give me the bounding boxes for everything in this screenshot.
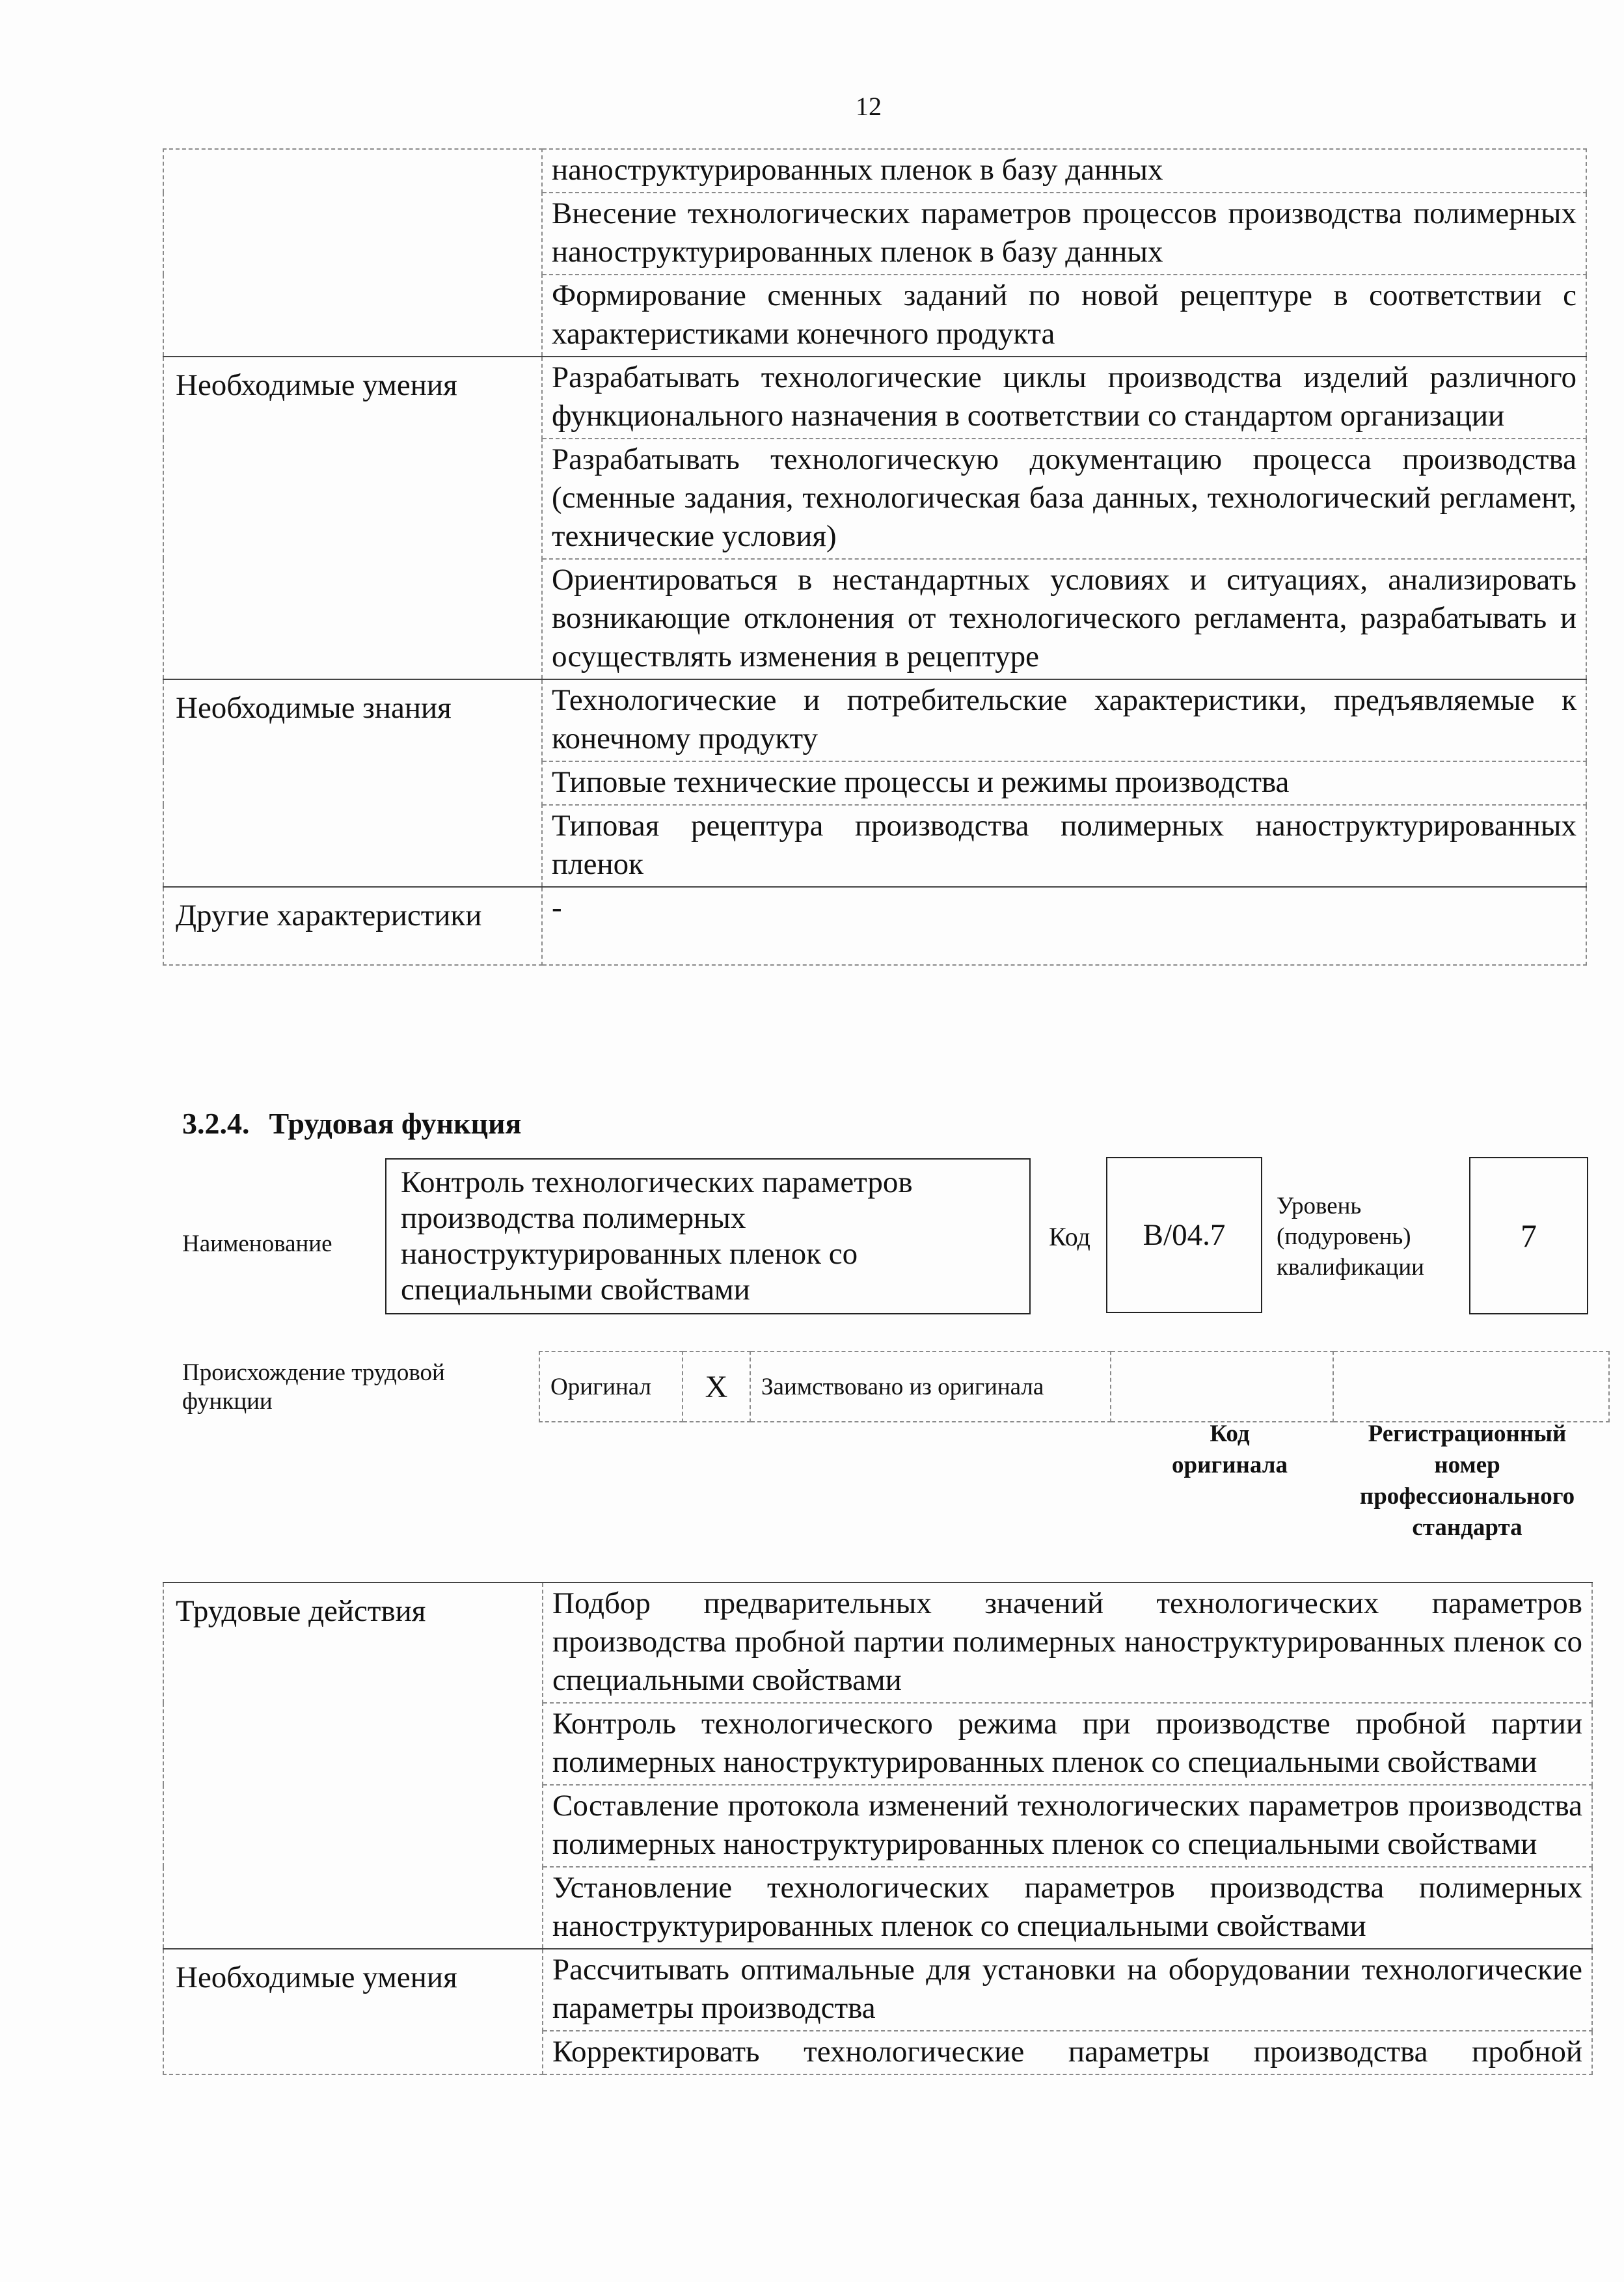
table-cell: Типовые технические процессы и режимы производства	[542, 761, 1586, 805]
function-name-box: Контроль технологических параметров производства полимерных наноструктурированных пленок со специальными свойствами	[385, 1158, 1031, 1314]
level-label-line: (подуровень)	[1277, 1223, 1411, 1250]
origin-code-caption	[1158, 1419, 1301, 1481]
labor-actions-table	[163, 1582, 1593, 2075]
table-cell: Составление протокола изменений технологических параметров производства полимерных наноструктурированных пленок со специальными свойствами	[543, 1785, 1592, 1867]
top-requirements-table	[163, 148, 1587, 966]
table-row	[163, 1949, 1592, 2031]
table-row	[539, 1352, 1609, 1422]
caption-line: стандарта	[1412, 1514, 1522, 1541]
table-cell: Подбор предварительных значений технологических параметров производства пробной партии полимерных наноструктурированных пленок со специальными свойствами	[543, 1582, 1592, 1703]
table-cell: наноструктурированных пленок в базу данных	[542, 149, 1586, 193]
origin-table	[539, 1351, 1610, 1422]
table-cell: Ориентироваться в нестандартных условиях и ситуациях, анализировать возникающие отклонения от технологического регламента, разрабатывать и осуществлять изменения в рецептуре	[542, 559, 1586, 679]
row-label-knowledge: Необходимые знания	[163, 679, 542, 887]
origin-label	[182, 1359, 445, 1416]
origin-code-cell	[1111, 1352, 1333, 1422]
table-cell: Рассчитывать оптимальные для установки на оборудовании технологические параметры производства	[543, 1949, 1592, 2031]
registration-caption	[1331, 1419, 1604, 1543]
borrowed-label: Заимствовано из оригинала	[750, 1352, 1111, 1422]
code-label: Код	[1049, 1222, 1090, 1251]
table-cell: Типовая рецептура производства полимерных наноструктурированных пленок	[542, 805, 1586, 887]
caption-line: профессионального	[1359, 1483, 1575, 1510]
table-row	[163, 357, 1586, 439]
original-label: Оригинал	[539, 1352, 683, 1422]
caption-line: оригинала	[1172, 1452, 1288, 1478]
table-cell: Технологические и потребительские характеристики, предъявляемые к конечному продукту	[542, 679, 1586, 761]
caption-line: Код	[1210, 1420, 1250, 1447]
table-row	[163, 149, 1586, 193]
table-row	[163, 1582, 1592, 1703]
row-label-empty	[163, 149, 542, 357]
table-cell: -	[542, 887, 1586, 965]
section-title: Трудовая функция	[269, 1107, 522, 1140]
caption-line: номер	[1434, 1452, 1500, 1478]
origin-label-line: функции	[182, 1388, 273, 1415]
row-label-actions: Трудовые действия	[163, 1582, 543, 1949]
name-label: Наименование	[182, 1230, 332, 1257]
level-label-line: квалификации	[1277, 1254, 1424, 1281]
table-row	[163, 887, 1586, 965]
level-label	[1277, 1191, 1424, 1283]
table-cell: Внесение технологических параметров процессов производства полимерных наноструктурированных пленок в базу данных	[542, 193, 1586, 275]
caption-line: Регистрационный	[1368, 1420, 1567, 1447]
code-value-box: B/04.7	[1106, 1157, 1262, 1313]
row-label-skills: Необходимые умения	[163, 1949, 543, 2074]
section-heading	[182, 1106, 521, 1141]
table-cell: Корректировать технологические параметры производства пробной	[543, 2031, 1592, 2074]
table-cell: Разрабатывать технологические циклы производства изделий различного функционального назначения в соответствии со стандартом организации	[542, 357, 1586, 439]
table-cell: Разрабатывать технологическую документацию процесса производства (сменные задания, технологическая база данных, технологический регламент, технические условия)	[542, 439, 1586, 559]
page-number: 12	[856, 92, 882, 121]
section-number: 3.2.4.	[182, 1107, 250, 1140]
origin-label-line: Происхождение трудовой	[182, 1359, 445, 1386]
table-row	[163, 679, 1586, 761]
original-mark: X	[683, 1352, 750, 1422]
table-cell: Контроль технологического режима при производстве пробной партии полимерных наноструктурированных пленок со специальными свойствами	[543, 1703, 1592, 1785]
level-label-line: Уровень	[1277, 1193, 1362, 1219]
registration-number-cell	[1333, 1352, 1609, 1422]
level-value-box: 7	[1469, 1157, 1588, 1314]
table-cell: Формирование сменных заданий по новой рецептуре в соответствии с характеристиками конечного продукта	[542, 275, 1586, 357]
table-cell: Установление технологических параметров производства полимерных наноструктурированных пленок со специальными свойствами	[543, 1867, 1592, 1949]
row-label-other: Другие характеристики	[163, 887, 542, 965]
row-label-skills: Необходимые умения	[163, 357, 542, 679]
